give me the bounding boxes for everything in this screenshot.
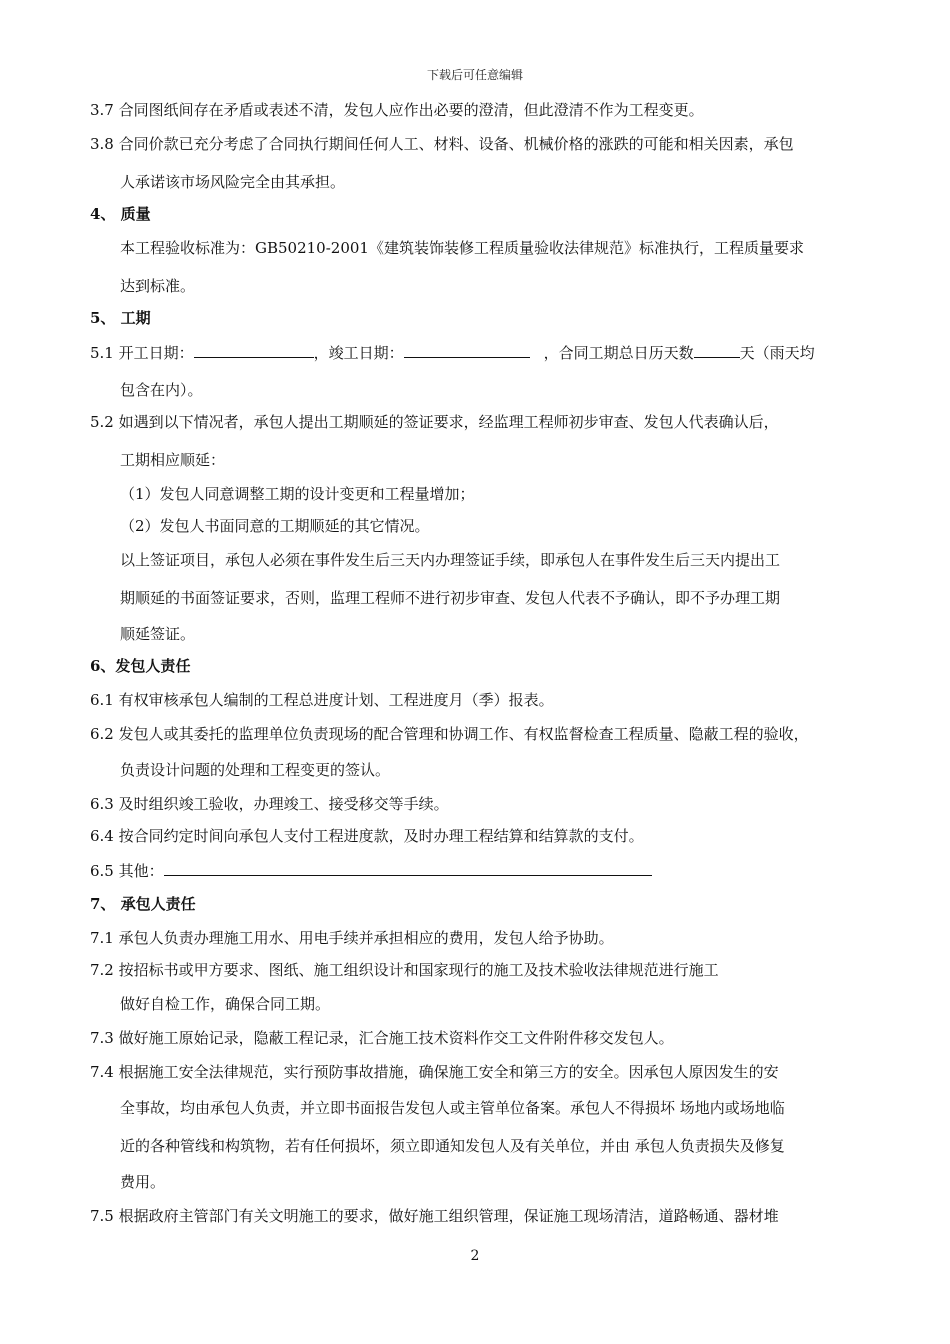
visa-note-cont-2: 顺延签证。 bbox=[120, 625, 196, 643]
clause-6-3: 6.3 及时组织竣工验收，办理竣工、接受移交等手续。 bbox=[90, 795, 449, 813]
clause-5-2: 5.2 如遇到以下情况者，承包人提出工期顺延的签证要求，经监理工程师初步审查、发包人代表确认后， bbox=[90, 413, 779, 431]
clause-3-8: 3.8 合同价款已充分考虑了合同执行期间任何人工、材料、设备、机械价格的涨跌的可能和相关因素，承包 bbox=[90, 135, 794, 153]
section-5-heading: 5、 工期 bbox=[90, 309, 151, 327]
quality-standard: 本工程验收标准为：GB50210-2001《建筑装饰装修工程质量验收法律规范》标准执行，工程质量要求 bbox=[120, 239, 804, 257]
clause-6-4: 6.4 按合同约定时间向承包人支付工程进度款，及时办理工程结算和结算款的支付。 bbox=[90, 827, 644, 845]
total-days-blank[interactable] bbox=[694, 342, 740, 358]
clause-6-5 bbox=[90, 860, 652, 881]
completion-date-blank[interactable] bbox=[404, 342, 530, 358]
clause-3-7: 3.7 合同图纸间存在矛盾或表述不清，发包人应作出必要的澄清，但此澄清不作为工程变更。 bbox=[90, 101, 704, 119]
clause-7-5: 7.5 根据政府主管部门有关文明施工的要求，做好施工组织管理，保证施工现场清洁，道路畅通、器材堆 bbox=[90, 1207, 779, 1225]
clause-7-1: 7.1 承包人负责办理施工用水、用电手续并承担相应的费用，发包人给予协助。 bbox=[90, 929, 614, 947]
download-note: 下载后可任意编辑 bbox=[426, 68, 523, 82]
clause-6-2-cont: 负责设计问题的处理和工程变更的签认。 bbox=[120, 761, 391, 779]
visa-note: 以上签证项目，承包人必须在事件发生后三天内办理签证手续，即承包人在事件发生后三天内提出工 bbox=[120, 551, 781, 569]
quality-standard-cont: 达到标准。 bbox=[120, 277, 196, 295]
clause-6-1: 6.1 有权审核承包人编制的工程总进度计划、工程进度月（季）报表。 bbox=[90, 691, 554, 709]
clause-5-1 bbox=[90, 342, 815, 363]
clause-3-8-cont: 人承诺该市场风险完全由其承担。 bbox=[120, 173, 346, 191]
page-number: 2 bbox=[470, 1248, 480, 1264]
clause-7-4-cont-3: 费用。 bbox=[120, 1173, 166, 1191]
other-label: 6.5 其他： bbox=[90, 862, 164, 880]
completion-date-label: ，竣工日期： bbox=[313, 344, 404, 362]
total-days-label: ，合同工期总日历天数 bbox=[543, 344, 694, 362]
start-date-blank[interactable] bbox=[194, 342, 314, 358]
clause-7-3: 7.3 做好施工原始记录，隐蔽工程记录，汇合施工技术资料作交工文件附件移交发包人。 bbox=[90, 1029, 674, 1047]
clause-5-2-cont: 工期相应顺延： bbox=[120, 451, 226, 469]
clause-5-1-cont: 包含在内）。 bbox=[120, 381, 203, 399]
other-blank[interactable] bbox=[164, 860, 652, 876]
clause-7-4-cont-2: 近的各种管线和构筑物，若有任何损坏，须立即通知发包人及有关单位，并由 承包人负责损失及修复 bbox=[120, 1137, 785, 1155]
visa-note-cont-1: 期顺延的书面签证要求，否则，监理工程师不进行初步审查、发包人代表不予确认，即不予办理工期 bbox=[120, 589, 781, 607]
section-7-heading: 7、 承包人责任 bbox=[90, 895, 196, 913]
clause-6-2: 6.2 发包人或其委托的监理单位负责现场的配合管理和协调工作、有权监督检查工程质量、隐蔽工程的验收， bbox=[90, 725, 809, 743]
section-4-heading: 4、 质量 bbox=[90, 205, 151, 223]
clause-7-4-cont-1: 全事故，均由承包人负责，并立即书面报告发包人或主管单位备案。承包人不得损坏 场地内或场地临 bbox=[120, 1099, 785, 1117]
clause-5-2-item-2: （2）发包人书面同意的工期顺延的其它情况。 bbox=[120, 517, 430, 535]
clause-7-4: 7.4 根据施工安全法律规范，实行预防事故措施，确保施工安全和第三方的安全。因承包人原因发生的安 bbox=[90, 1063, 779, 1081]
start-date-label: 5.1 开工日期： bbox=[90, 344, 194, 362]
clause-7-2: 7.2 按招标书或甲方要求、图纸、施工组织设计和国家现行的施工及技术验收法律规范进行施工 bbox=[90, 961, 719, 979]
rain-days-label: 天（雨天均 bbox=[739, 344, 815, 362]
clause-5-2-item-1: （1）发包人同意调整工期的设计变更和工程量增加； bbox=[120, 485, 475, 503]
section-6-heading: 6、发包人责任 bbox=[90, 657, 191, 675]
clause-7-2-cont: 做好自检工作，确保合同工期。 bbox=[120, 995, 331, 1013]
